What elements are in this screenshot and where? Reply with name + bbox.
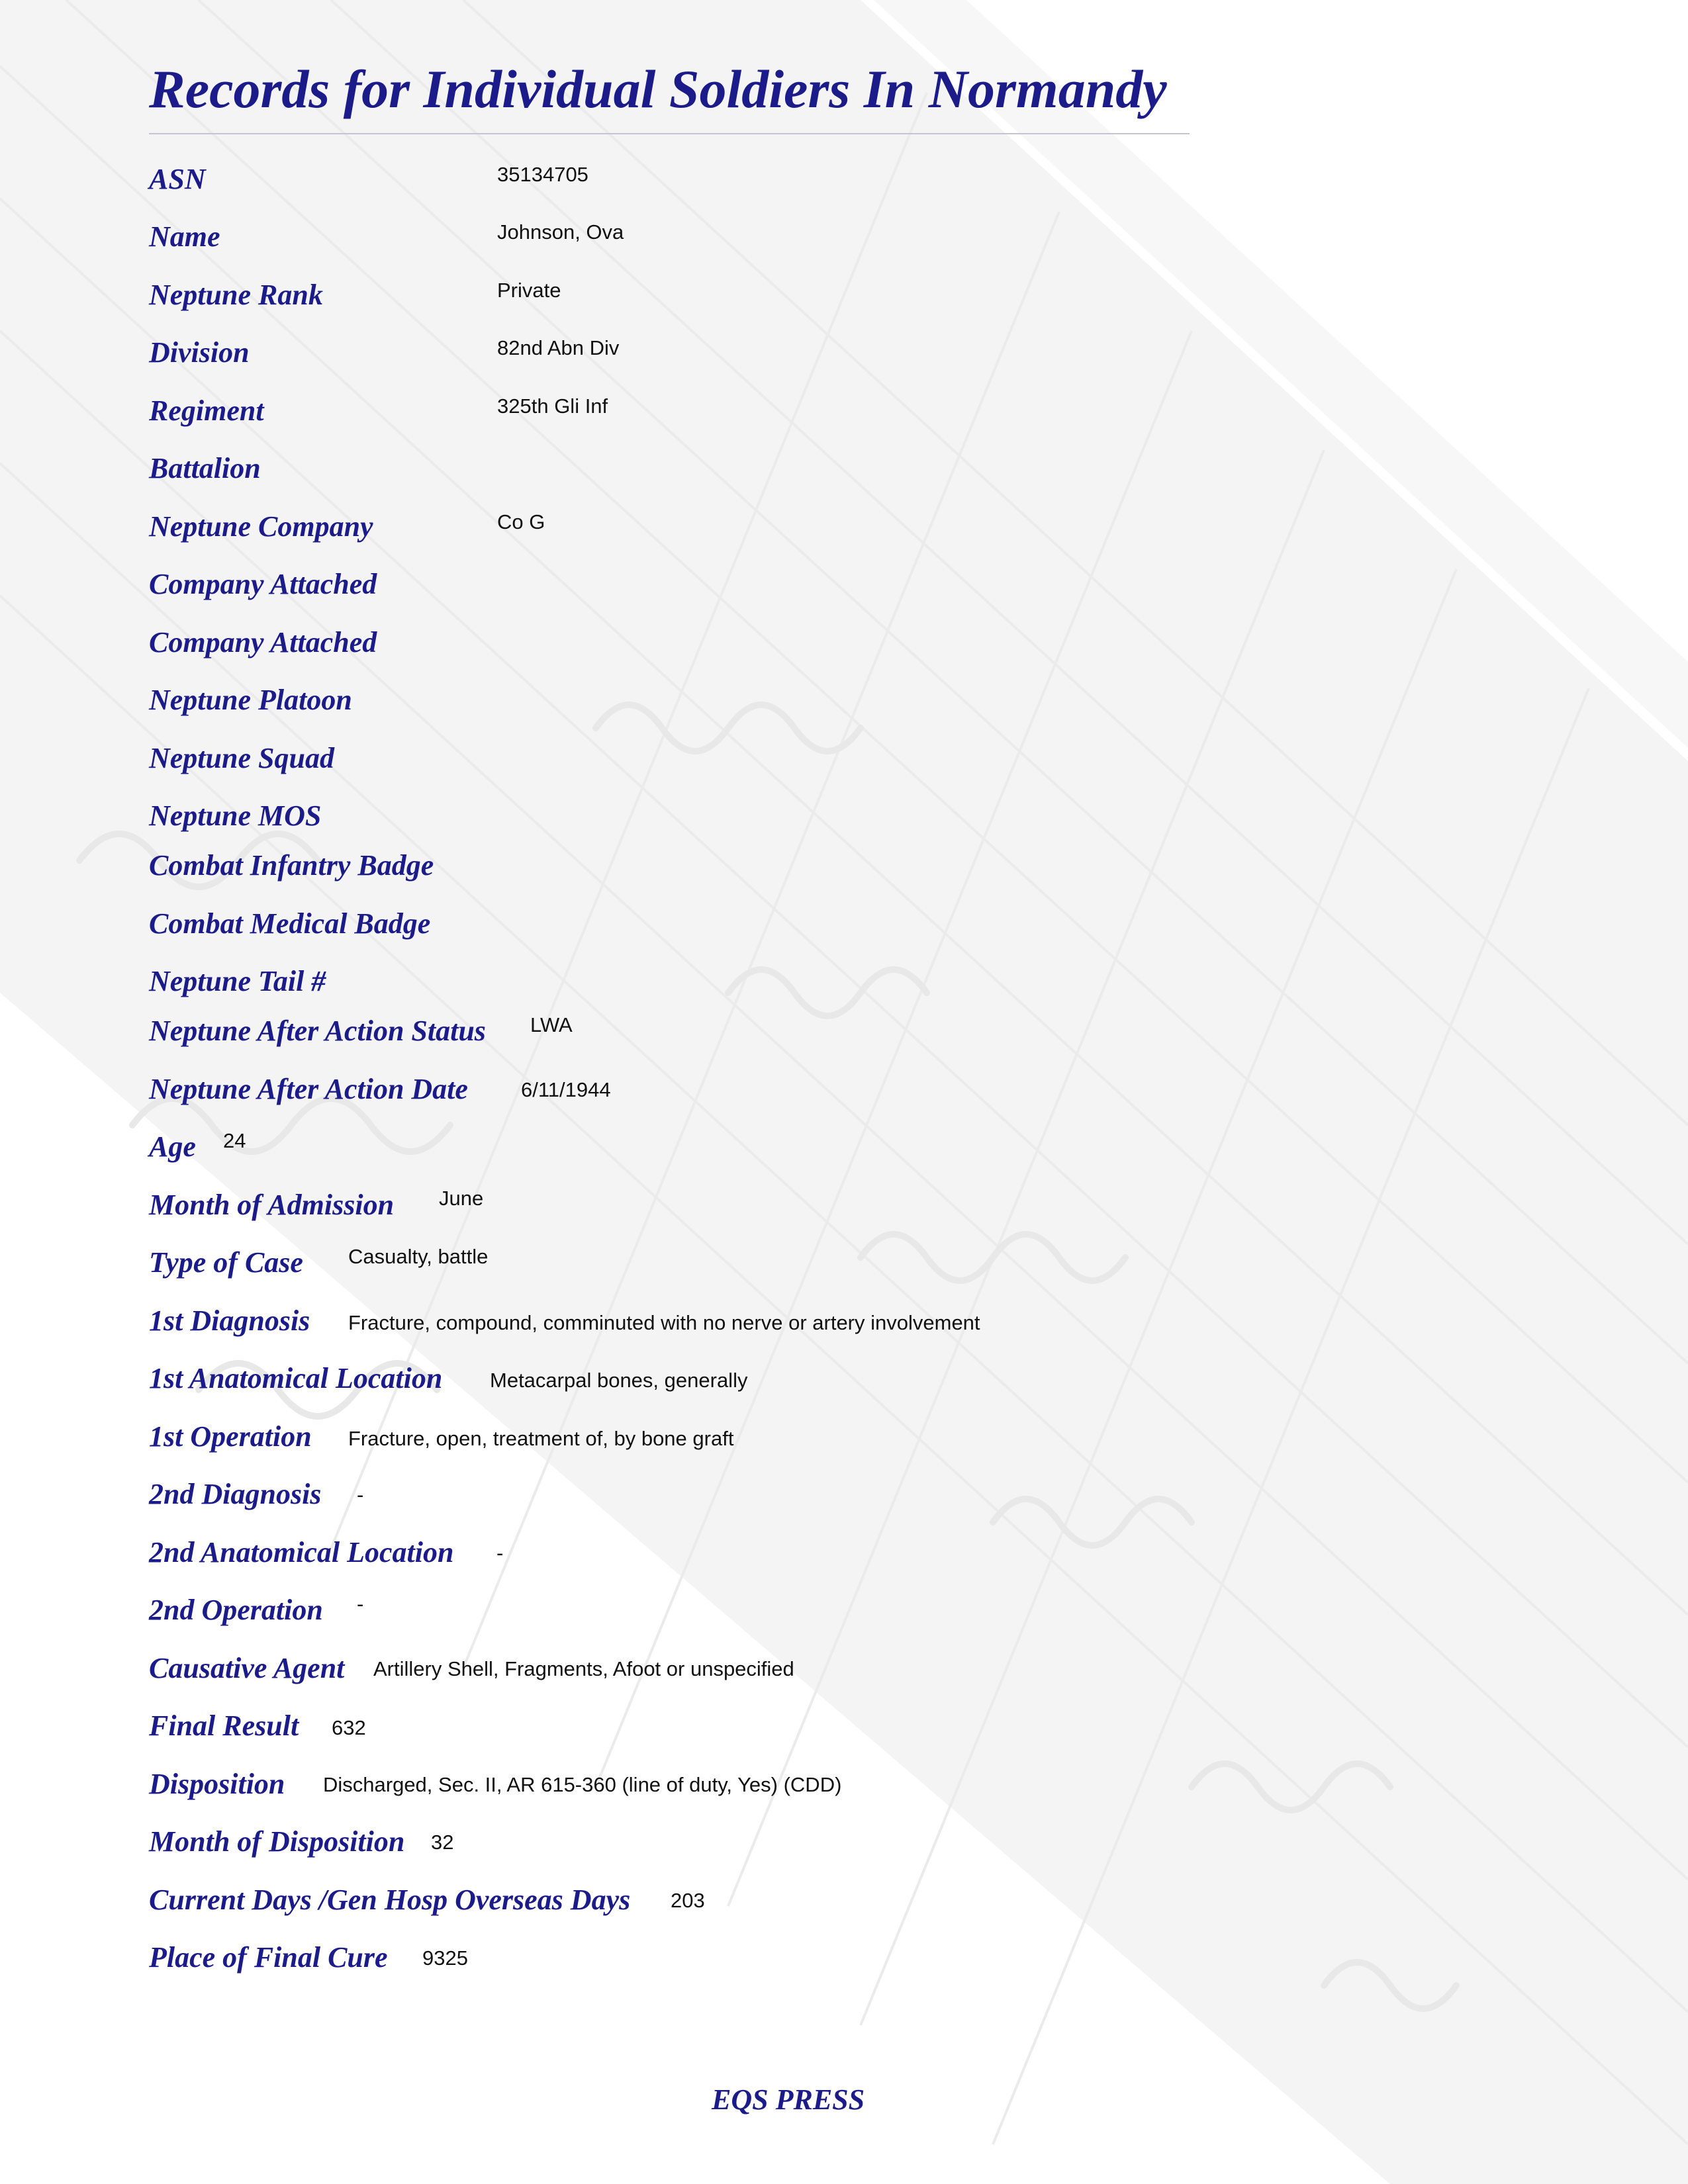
first-anatomical-location-value: Metacarpal bones, generally — [490, 1369, 748, 1392]
month-of-admission-value: June — [439, 1187, 484, 1210]
current-days-value: 203 — [671, 1889, 705, 1912]
neptune-squad-label: Neptune Squad — [149, 742, 334, 774]
type-of-case-value: Casualty, battle — [348, 1245, 489, 1268]
neptune-company-value: Co G — [497, 510, 545, 533]
publisher-footer: EQS PRESS — [712, 2083, 865, 2116]
disposition-label: Disposition — [149, 1768, 285, 1800]
first-diagnosis-value: Fracture, compound, comminuted with no nerve or artery involvement — [348, 1311, 980, 1334]
battalion-label: Battalion — [149, 452, 261, 484]
regiment-value: 325th Gli Inf — [497, 394, 608, 418]
neptune-mos-label: Neptune MOS — [149, 799, 322, 832]
final-result-value: 632 — [332, 1716, 366, 1739]
disposition-value: Discharged, Sec. II, AR 615-360 (line of duty, Yes) (CDD) — [323, 1773, 842, 1796]
second-anatomical-location-value: - — [496, 1541, 504, 1565]
page-title: Records for Individual Soldiers In Normandy — [149, 59, 1167, 119]
after-action-status-label: Neptune After Action Status — [149, 1015, 486, 1047]
company-attached-label-2: Company Attached — [149, 626, 377, 659]
combat-medical-badge-label: Combat Medical Badge — [149, 907, 431, 940]
age-label: Age — [149, 1130, 196, 1163]
final-result-label: Final Result — [149, 1709, 299, 1742]
name-label: Name — [149, 220, 220, 253]
neptune-company-label: Neptune Company — [149, 510, 373, 543]
month-of-disposition-label: Month of Disposition — [149, 1825, 405, 1858]
neptune-tail-label: Neptune Tail # — [149, 965, 326, 997]
asn-label: ASN — [149, 163, 206, 195]
regiment-label: Regiment — [149, 394, 264, 427]
second-diagnosis-label: 2nd Diagnosis — [149, 1478, 322, 1510]
title-divider — [149, 133, 1190, 134]
second-anatomical-location-label: 2nd Anatomical Location — [149, 1536, 454, 1569]
neptune-rank-label: Neptune Rank — [149, 279, 323, 311]
first-diagnosis-label: 1st Diagnosis — [149, 1304, 310, 1337]
name-value: Johnson, Ova — [497, 220, 624, 244]
second-diagnosis-value: - — [357, 1483, 364, 1506]
month-of-admission-label: Month of Admission — [149, 1189, 395, 1221]
place-of-final-cure-label: Place of Final Cure — [149, 1941, 388, 1974]
combat-infantry-badge-label: Combat Infantry Badge — [149, 849, 434, 882]
age-value: 24 — [223, 1129, 246, 1152]
causative-agent-label: Causative Agent — [149, 1652, 345, 1684]
month-of-disposition-value: 32 — [431, 1831, 454, 1854]
place-of-final-cure-value: 9325 — [422, 1946, 468, 1970]
neptune-rank-value: Private — [497, 279, 561, 302]
first-anatomical-location-label: 1st Anatomical Location — [149, 1362, 443, 1394]
division-label: Division — [149, 336, 250, 369]
second-operation-value: - — [357, 1592, 364, 1615]
after-action-date-value: 6/11/1944 — [521, 1078, 611, 1101]
after-action-date-label: Neptune After Action Date — [149, 1073, 468, 1105]
current-days-label: Current Days /Gen Hosp Overseas Days — [149, 1884, 631, 1916]
after-action-status-value: LWA — [530, 1013, 573, 1036]
division-value: 82nd Abn Div — [497, 336, 620, 359]
neptune-platoon-label: Neptune Platoon — [149, 684, 352, 716]
asn-value: 35134705 — [497, 163, 588, 186]
causative-agent-value: Artillery Shell, Fragments, Afoot or unspecified — [373, 1657, 794, 1680]
company-attached-label-1: Company Attached — [149, 568, 377, 600]
type-of-case-label: Type of Case — [149, 1246, 303, 1279]
first-operation-value: Fracture, open, treatment of, by bone graft — [348, 1427, 734, 1450]
second-operation-label: 2nd Operation — [149, 1594, 323, 1626]
first-operation-label: 1st Operation — [149, 1420, 312, 1453]
